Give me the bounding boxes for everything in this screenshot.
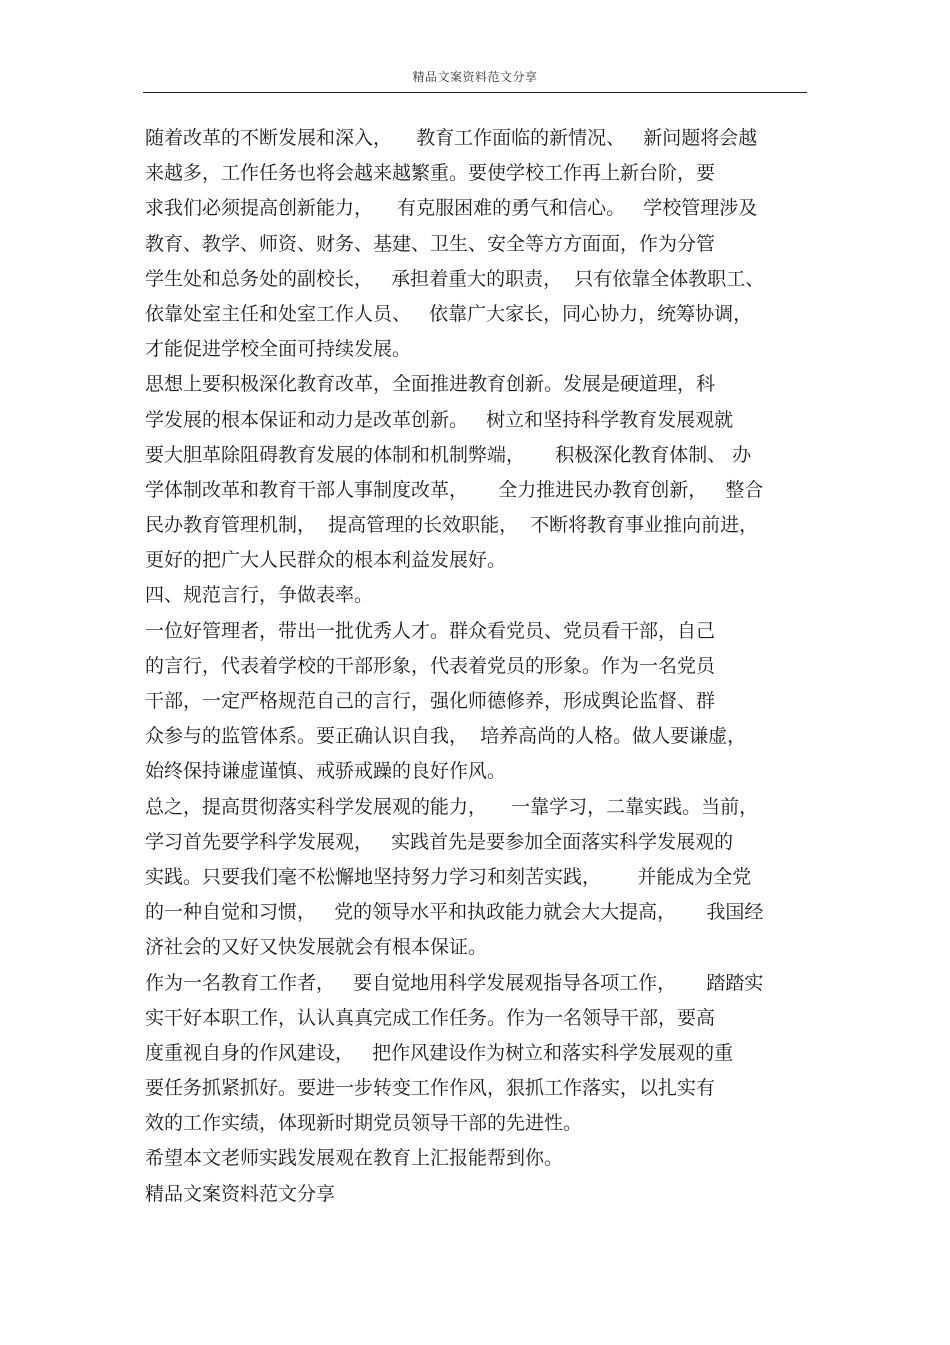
text-line: 要大胆革除阻碍教育发展的体制和机制弊端， 积极深化教育体制、 办	[145, 443, 752, 466]
text-line: 求我们必须提高创新能力， 有克服困难的勇气和信心。 学校管理涉及	[145, 197, 758, 220]
text-line: 济社会的又好又快发展就会有根本保证。	[145, 936, 488, 959]
text-line: 作为一名教育工作者， 要自觉地用科学发展观指导各项工作， 踏踏实	[145, 971, 764, 994]
text-line: 效的工作实绩，体现新时期党员领导干部的先进性。	[145, 1112, 583, 1135]
text-line: 更好的把广大人民群众的根本利益发展好。	[145, 549, 507, 572]
text-line: 实干好本职工作，认认真真完成工作任务。作为一名领导干部，要高	[145, 1006, 716, 1029]
text-line: 教育、教学、师资、财务、基建、卫生、安全等方方面面，作为分管	[145, 232, 716, 255]
text-line: 民办教育管理机制， 提高管理的长效职能， 不断将教育事业推向前进，	[145, 514, 759, 537]
text-line: 希望本文老师实践发展观在教育上汇报能帮到你。	[145, 1147, 564, 1170]
text-line: 思想上要积极深化教育改革，全面推进教育创新。发展是硬道理，科	[145, 373, 716, 396]
section-heading: 四、规范言行，争做表率。	[145, 584, 374, 607]
text-line: 学生处和总务处的副校长， 承担着重大的职责， 只有依靠全体教职工、	[145, 267, 765, 290]
header-title: 精品文案资料范文分享	[412, 70, 538, 84]
text-line: 的一种自觉和习惯， 党的领导水平和执政能力就会大大提高， 我国经	[145, 901, 764, 924]
text-line: 一位好管理者，带出一批优秀人才。群众看党员、党员看干部，自己	[145, 619, 716, 642]
text-line: 度重视自身的作风建设， 把作风建设作为树立和落实科学发展观的重	[145, 1041, 734, 1064]
footer-text: 精品文案资料范文分享	[145, 1182, 336, 1205]
text-line: 随着改革的不断发展和深入， 教育工作面临的新情况、 新问题将会越	[145, 127, 758, 149]
text-line: 学习首先要学科学发展观， 实践首先是要参加全面落实科学发展观的	[145, 830, 734, 853]
page-header	[143, 60, 807, 93]
text-line: 要任务抓紧抓好。要进一步转变工作作风，狠抓工作落实，以扎实有	[145, 1077, 716, 1100]
document-body	[145, 121, 810, 1212]
text-line: 总之，提高贯彻落实科学发展观的能力， 一靠学习，二靠实践。当前，	[145, 795, 759, 818]
text-line: 众参与的监管体系。要正确认识自我， 培养高尚的人格。做人要谦虚，	[145, 725, 747, 748]
text-line: 来越多，工作任务也将会越来越繁重。要使学校工作再上新台阶，要	[145, 162, 716, 185]
text-line: 的言行，代表着学校的干部形象，代表着党员的形象。作为一名党员	[145, 654, 716, 677]
text-line: 始终保持谦虚谨慎、戒骄戒躁的良好作风。	[145, 760, 507, 783]
text-line: 干部，一定严格规范自己的言行，强化师德修养，形成舆论监督、群	[145, 690, 716, 712]
text-line: 实践。只要我们毫不松懈地坚持努力学习和刻苦实践， 并能成为全党	[145, 865, 752, 888]
text-line: 依靠处室主任和处室工作人员、 依靠广大家长，同心协力，统筹协调，	[145, 302, 753, 325]
text-line: 才能促进学校全面可持续发展。	[145, 338, 412, 361]
text-line: 学发展的根本保证和动力是改革创新。 树立和坚持科学教育发展观就	[145, 408, 734, 431]
text-line: 学体制改革和教育干部人事制度改革， 全力推进民办教育创新， 整合	[145, 478, 764, 501]
